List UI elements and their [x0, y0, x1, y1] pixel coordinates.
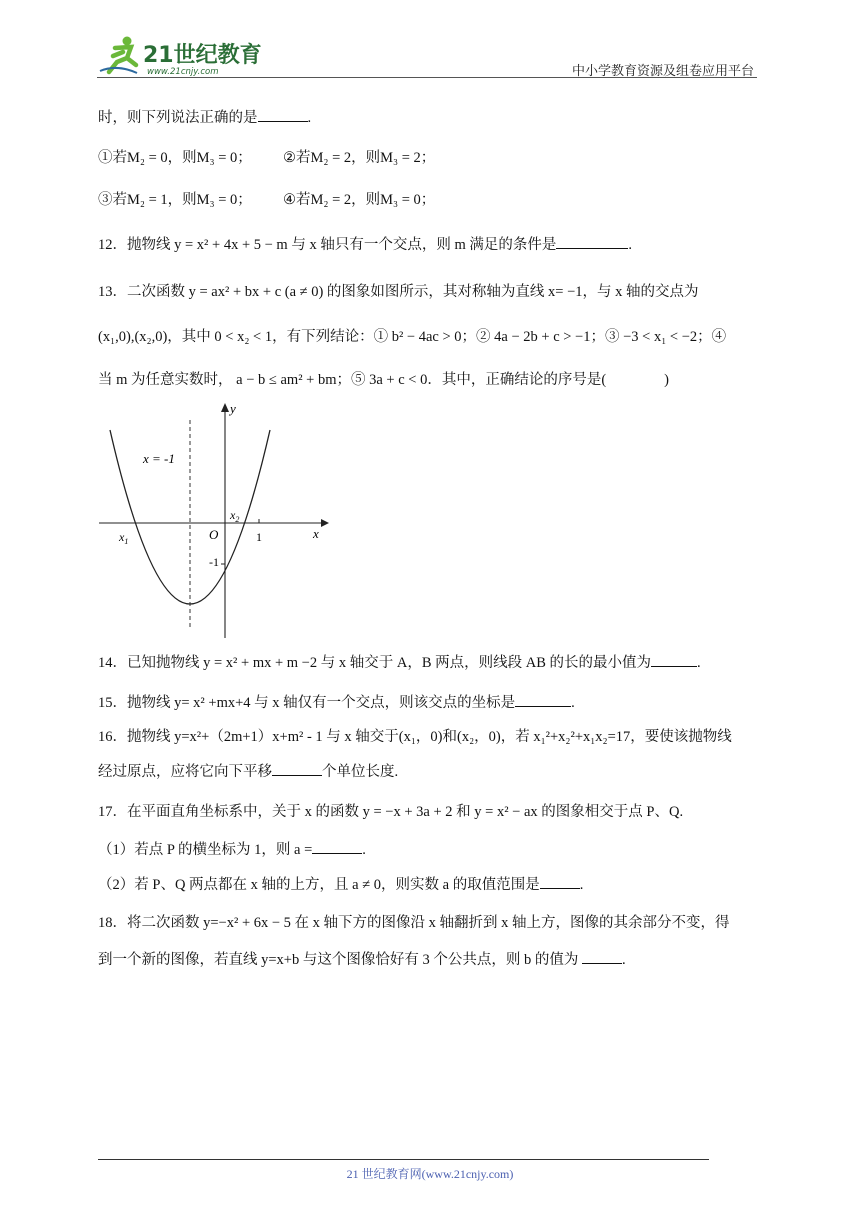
logo: [97, 32, 267, 78]
q11-option-1: ①若M₂ = 0，则M₃ = 0；: [98, 150, 252, 166]
question-17-stem: 17．在平面直角坐标系中，关于 x 的函数 y = −x + 3a + 2 和 y = x² − ax 的图象相交于点 P、Q.: [98, 804, 684, 820]
y-axis-arrow-icon: [221, 403, 229, 412]
question-18-line2: 到一个新的图像，若直线 y=x+b 与这个图像恰好有 3 个公共点，则 b 的值为 .: [98, 952, 626, 968]
runner-icon: [100, 37, 137, 74]
question-17-part2: （2）若 P、Q 两点都在 x 轴的上方，且 a ≠ 0，则实数 a 的取值范围是 .: [98, 877, 584, 893]
question-18-line1: 18．将二次函数 y=−x² + 6x − 5 在 x 轴下方的图像沿 x 轴翻折到 x 轴上方，图像的其余部分不变，得: [98, 915, 730, 931]
q11-options-row2: [98, 188, 435, 209]
logo-url: www.21cnjy.com: [147, 67, 219, 77]
header-divider: [97, 77, 757, 78]
y-axis-label: y: [230, 401, 236, 416]
question-16-line1: 16．抛物线 y=x²+（2m+1）x+m² - 1 与 x 轴交于(x₁，0)和(x₂，0)，若 x₁²+x₂²+x₁x₂=17，要使该抛物线: [98, 729, 732, 745]
footer-divider: [98, 1159, 709, 1160]
symmetry-label: x = -1: [143, 451, 175, 466]
x2-label: $x_2$: [230, 508, 240, 524]
page-header: [97, 30, 757, 80]
question-17-part1: （1）若点 P 的横坐标为 1，则 a = .: [98, 842, 366, 858]
q11-option-3: ③若M₂ = 1，则M₃ = 0；: [98, 192, 252, 208]
question-12: 12．抛物线 y = x² + 4x + 5 − m 与 x 轴只有一个交点，则 m 满足的条件是 .: [98, 237, 632, 253]
question-14: 14．已知抛物线 y = x² + mx + m −2 与 x 轴交于 A，B 两点，则线段 AB 的长的最小值为 .: [98, 655, 701, 671]
parabola-figure: [97, 400, 337, 640]
tick-one-label: 1: [256, 530, 262, 544]
x1-label: $x_1$: [119, 530, 129, 546]
q11-option-4: ④若M₂ = 2，则M₃ = 0；: [283, 192, 436, 208]
origin-label: O: [209, 527, 219, 542]
q11-options-row1: [98, 146, 435, 167]
platform-name: 中小学教育资源及组卷应用平台: [571, 64, 754, 79]
question-13-line3: 当 m 为任意实数时， a − b ≤ am² + bm；⑤ 3a + c < 0．其中，正确结论的序号是( ): [98, 372, 669, 388]
footer-text: 21 世纪教育网(www.21cnjy.com): [346, 1167, 514, 1181]
tick-neg-one-label: -1: [209, 555, 219, 569]
x-axis-label: x: [313, 526, 319, 541]
question-16-line2: 经过原点，应将它向下平移 个单位长度.: [98, 764, 399, 780]
q11-lead: 时，则下列说法正确的是 .: [98, 110, 312, 126]
logo-text: 21世纪教育: [143, 43, 262, 68]
question-13-line1: 13．二次函数 y = ax² + bx + c (a ≠ 0) 的图象如图所示，其对称轴为直线 x= −1，与 x 轴的交点为: [98, 284, 699, 300]
question-15: 15．抛物线 y= x² +mx+4 与 x 轴仅有一个交点，则该交点的坐标是 .: [98, 695, 575, 711]
x-axis-arrow-icon: [321, 519, 329, 527]
question-13-line2: (x₁,0),(x₂,0)，其中 0 < x₂ < 1，有下列结论：① b² − 4ac > 0；② 4a − 2b + c > −1；③ −3 < x₁ < −2；④: [98, 329, 727, 345]
q11-option-2: ②若M₂ = 2，则M₃ = 2；: [283, 150, 436, 166]
